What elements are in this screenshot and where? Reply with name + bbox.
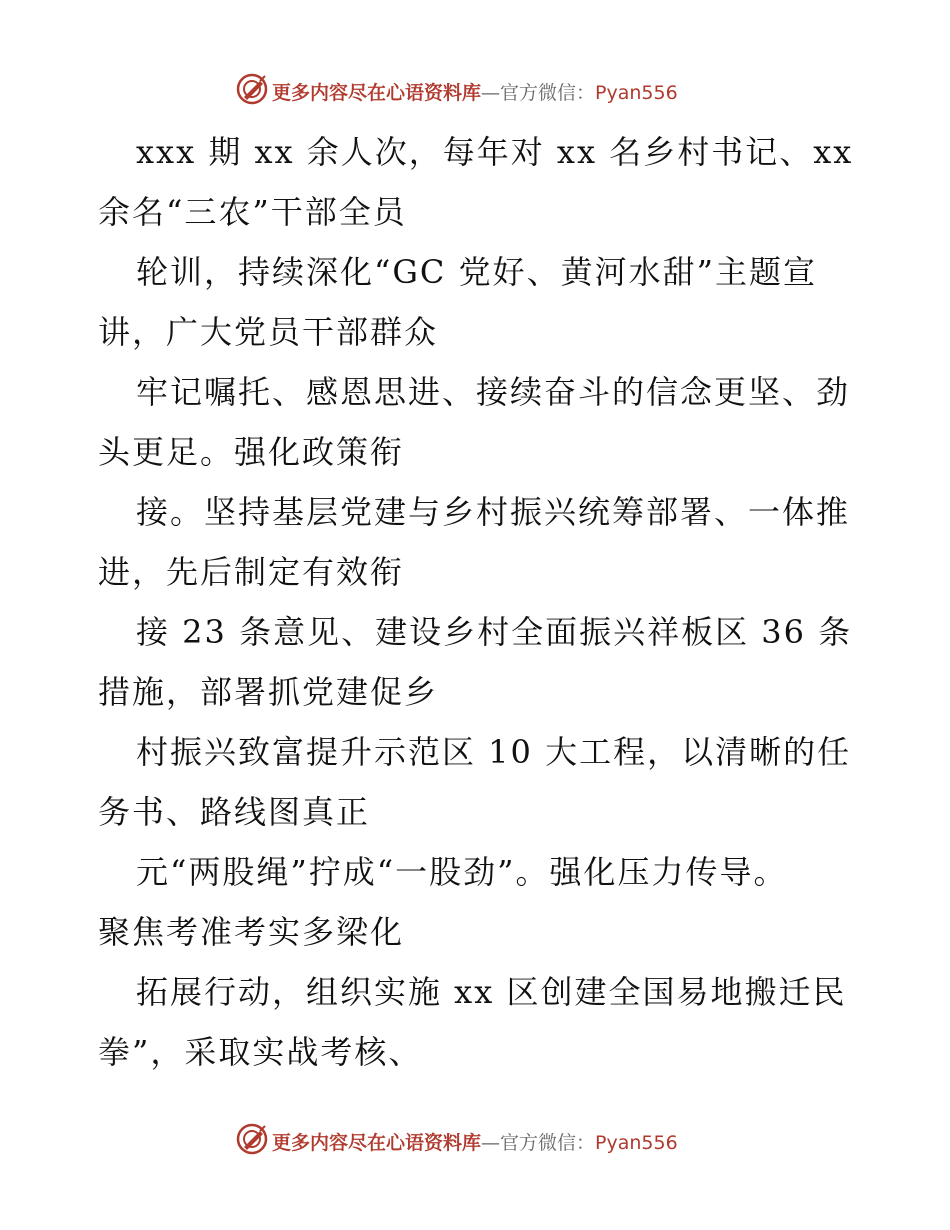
text-line: 讲，广大党员干部群众 <box>98 313 439 351</box>
text-line: 措施，部署抓党建促乡 <box>98 673 439 711</box>
text-line: xxx 期 xx 余人次，每年对 xx 名乡村书记、xx <box>136 133 854 171</box>
watermark-wechat-label: —官方微信： <box>481 82 596 104</box>
text-line: 余名“三农”干部全员 <box>98 193 407 231</box>
watermark-wechat-id: Pyan556 <box>595 1132 678 1154</box>
footer-watermark <box>0 1120 950 1160</box>
text-line: 接 23 条意见、建设乡村全面振兴祥板区 36 条 <box>136 613 853 651</box>
logo-icon <box>235 72 269 106</box>
document-body <box>98 122 858 1082</box>
text-line: 聚焦考准考实多梁化 <box>98 913 405 951</box>
text-line: 拓展行动，组织实施 xx 区创建全国易地搬迁民 <box>136 973 847 1011</box>
text-line: 牢记嘱托、感恩思进、接续奋斗的信念更坚、劲 <box>136 373 851 411</box>
text-line: 拳”，采取实战考核、 <box>98 1033 423 1071</box>
text-line: 进，先后制定有效衔 <box>98 553 405 591</box>
text-line: 头更足。强化政策衔 <box>98 433 405 471</box>
watermark-title: 更多内容尽在心语资料库 <box>272 1132 482 1154</box>
watermark-wechat-label: —官方微信： <box>481 1132 596 1154</box>
text-line: 元“两股绳”拧成“一股劲”。强化压力传导。 <box>136 853 788 891</box>
text-line: 务书、路线图真正 <box>98 793 371 831</box>
text-line: 村振兴致富提升示范区 10 大工程，以清晰的任 <box>136 733 852 771</box>
text-line: 轮训，持续深化“GC 党好、黄河水甜”主题宣 <box>136 253 817 291</box>
watermark-title: 更多内容尽在心语资料库 <box>272 82 482 104</box>
text-line: 接。坚持基层党建与乡村振兴统筹部署、一体推 <box>136 493 851 531</box>
header-watermark <box>0 70 950 110</box>
logo-icon <box>235 1122 269 1156</box>
watermark-text <box>272 1128 678 1155</box>
watermark-wechat-id: Pyan556 <box>595 82 678 104</box>
watermark-text <box>272 78 678 105</box>
